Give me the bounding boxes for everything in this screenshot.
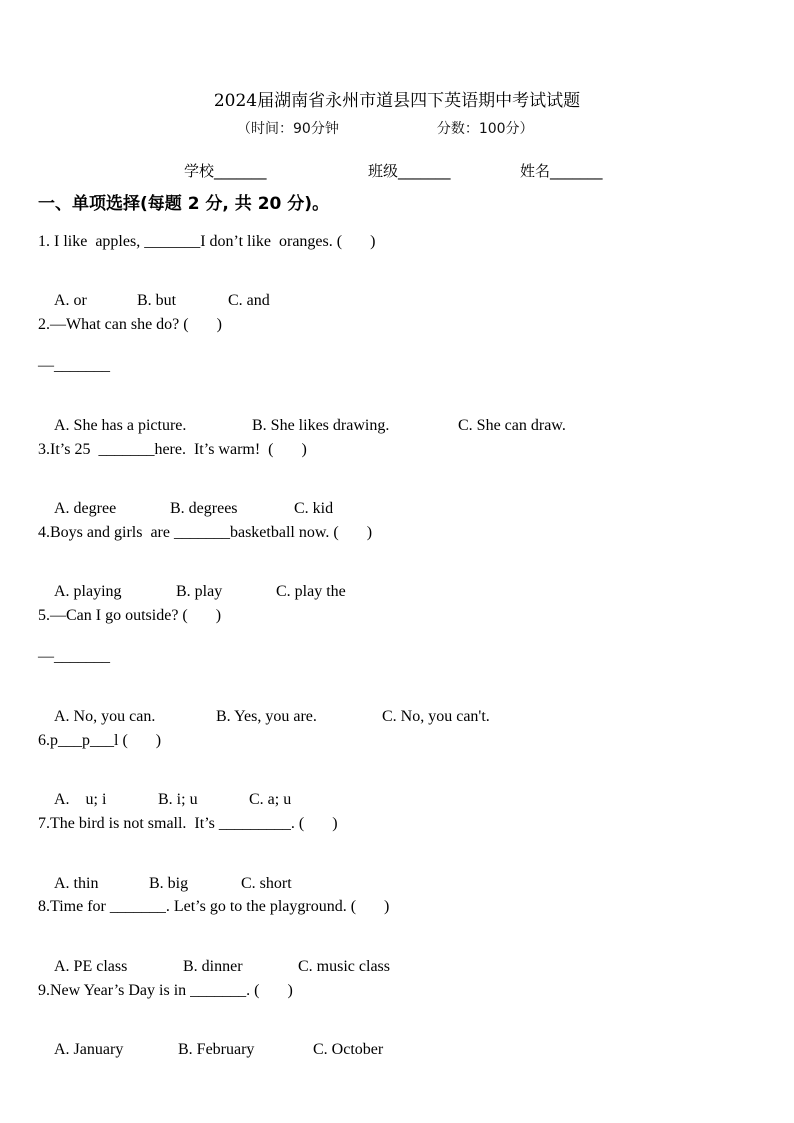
option-c: C. short [241,875,292,892]
answer-line: —_______ [38,357,110,374]
option-c: C. music class [298,958,390,975]
option-b: B. dinner [183,958,243,975]
answer-line: —_______ [38,648,110,665]
option-c: C. play the [276,583,346,600]
option-c: C. She can draw. [458,417,566,434]
option-b: B. Yes, you are. [216,708,317,725]
option-b: B. i; u [158,791,198,808]
option-a: A. thin [54,875,99,892]
option-c: C. kid [294,500,334,517]
option-b: B. She likes drawing. [252,417,390,434]
option-a: A. playing [54,583,122,600]
question-stem: 9.New Year’s Day is in _______. ( ) [38,982,293,999]
option-a: A. No, you can. [54,708,156,725]
option-b: B. play [176,583,223,600]
option-a: A. PE class [54,958,128,975]
exam-title: 2024届湖南省永州市道县四下英语期中考试试题 [213,91,581,111]
question-stem: 6.p___p___l ( ) [38,732,162,749]
option-c: C. No, you can't. [382,708,490,725]
question-stem: 7.The bird is not small. It’s _________. ( ) [38,815,338,832]
question-stem: 1. I like apples, _______I don’t like oranges. ( ) [38,233,376,250]
question-stem: 5.—Can I go outside? ( ) [38,607,222,624]
school-field: 学校_______ [184,162,267,180]
name-field: 姓名_______ [520,162,603,180]
option-b: B. degrees [170,500,238,517]
section-title: 一、单项选择(每题 2 分, 共 20 分)。 [38,194,330,214]
option-a: A. She has a picture. [54,417,187,434]
question-stem: 2.—What can she do? ( ) [38,316,222,333]
option-a: A. degree [54,500,117,517]
option-a: A. u; i [54,791,107,808]
exam-subtitle [237,118,534,138]
option-c: C. and [228,292,270,309]
class-field: 班级_______ [368,162,451,180]
question-options [38,1023,383,1077]
exam-score: 分数：100分） [436,121,534,137]
option-a: A. or [54,292,87,309]
question-stem: 3.It’s 25 _______here. It’s warm! ( ) [38,441,307,458]
option-b: B. but [137,292,177,309]
exam-time: （时间：90分钟 [237,121,339,137]
option-c: C. a; u [249,791,292,808]
option-c: C. October [313,1041,384,1058]
question-stem: 4.Boys and girls are _______basketball now. ( ) [38,524,373,541]
option-b: B. February [178,1041,255,1058]
option-a: A. January [54,1041,124,1058]
option-b: B. big [149,875,189,892]
question-stem: 8.Time for _______. Let’s go to the playground. ( ) [38,898,390,915]
